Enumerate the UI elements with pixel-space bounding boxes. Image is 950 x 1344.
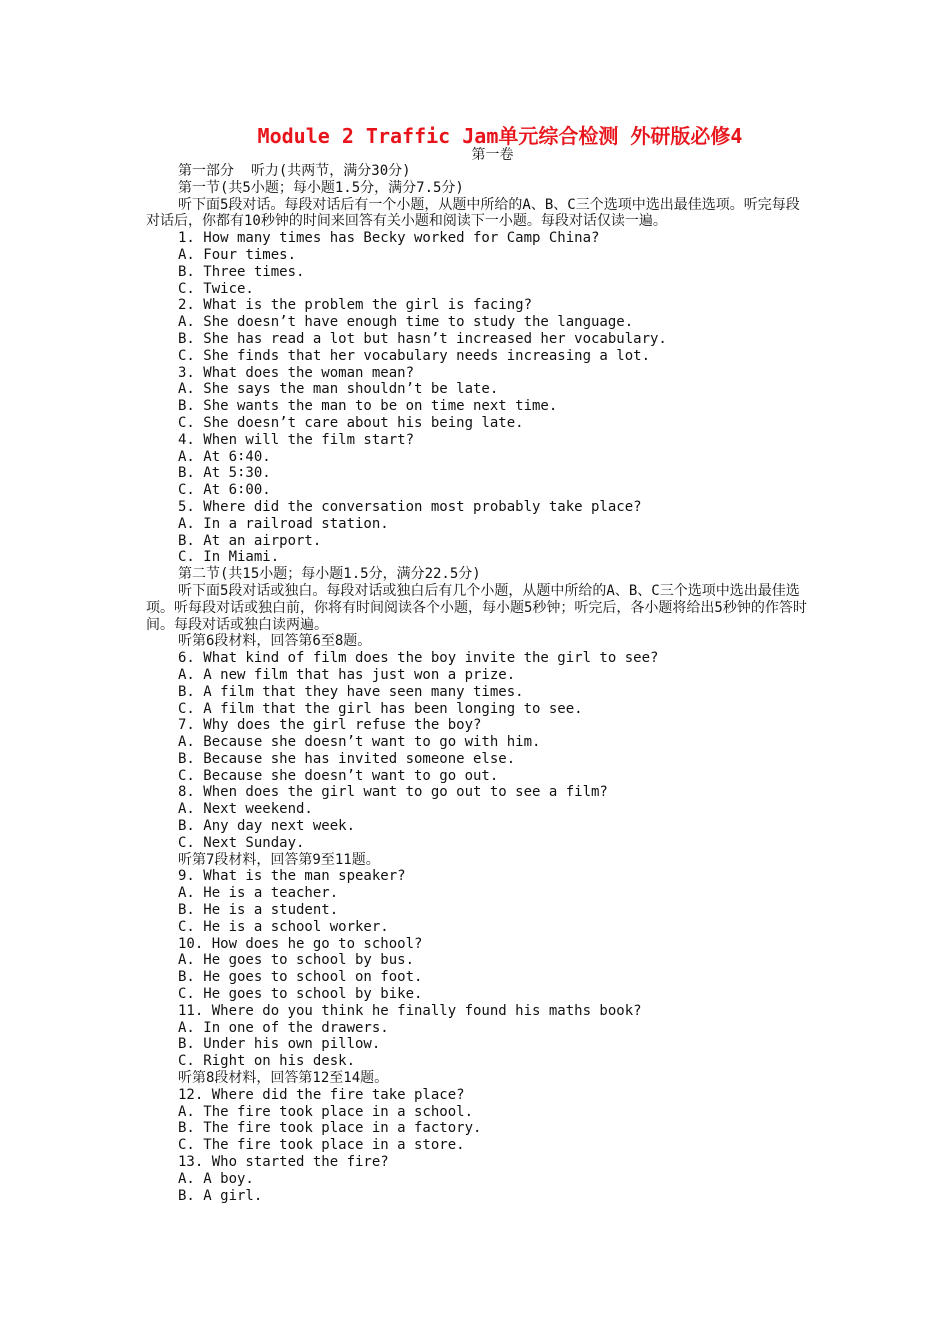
text-line: C. In Miami.	[178, 549, 280, 566]
text-line: C. The fire took place in a store.	[178, 1137, 465, 1154]
text-line: A. The fire took place in a school.	[178, 1103, 474, 1120]
document-body	[146, 163, 810, 1204]
text-line: 第一部分 听力(共两节，满分30分)	[178, 163, 411, 179]
text-line: 11. Where do you think he finally found his maths book?	[178, 1002, 642, 1019]
text-line: 13. Who started the fire?	[178, 1154, 389, 1171]
text-line: A. Next weekend.	[178, 801, 313, 818]
text-line: 1. How many times has Becky worked for Camp China?	[178, 230, 600, 247]
text-line: B. He goes to school on foot.	[178, 969, 423, 986]
text-line: B. Three times.	[178, 263, 305, 280]
text-line: C. Twice.	[178, 280, 254, 297]
text-line: B. At an airport.	[178, 532, 322, 549]
text-line: A. She says the man shouldn’t be late.	[178, 381, 499, 398]
text-line: C. He is a school worker.	[178, 918, 389, 935]
text-line: C. He goes to school by bike.	[178, 986, 423, 1003]
text-line: A. At 6∶40.	[178, 448, 271, 465]
text-line: A. Four times.	[178, 246, 297, 263]
text-line: 4. When will the film start?	[178, 431, 415, 448]
text-line: C. She finds that her vocabulary needs increasing a lot.	[178, 347, 651, 364]
text-line: C. At 6∶00.	[178, 482, 271, 499]
text-line: C. Next Sunday.	[178, 834, 305, 851]
text-line: 2. What is the problem the girl is facing?	[178, 297, 533, 314]
text-line: C. Because she doesn’t want to go out.	[178, 767, 499, 784]
text-line: 12. Where did the fire take place?	[178, 1086, 465, 1103]
section-heading: 第一卷	[471, 147, 514, 163]
text-line: A. He goes to school by bus.	[178, 952, 415, 969]
text-line: 10. How does he go to school?	[178, 935, 423, 952]
text-line: A. She doesn’t have enough time to study the language.	[178, 314, 634, 331]
text-line: A. Because she doesn’t want to go with him.	[178, 734, 541, 751]
text-line: B. Any day next week.	[178, 818, 356, 835]
text-line: B. A girl.	[178, 1187, 263, 1204]
text-line: 第二节(共15小题；每小题1.5分，满分22.5分)	[178, 566, 481, 583]
text-line: B. She wants the man to be on time next time.	[178, 398, 558, 415]
text-line: 6. What kind of film does the boy invite the girl to see?	[178, 650, 659, 667]
text-line: 7. Why does the girl refuse the boy?	[178, 717, 482, 734]
text-line: 9. What is the man speaker?	[178, 868, 406, 885]
text-line: A. A new film that has just won a prize.	[178, 666, 516, 683]
text-line: C. She doesn’t care about his being late.	[178, 414, 524, 431]
text-line: 听第8段材料，回答第12至14题。	[178, 1070, 389, 1087]
text-line: A. In one of the drawers.	[178, 1019, 389, 1036]
instruction-paragraph: 听下面5段对话或独白。每段对话或独白后有几个小题，从题中所给的A、B、C三个选项中选出最佳选项。听每段对话或独白前，你将有时间阅读各个小题，每小题5秒钟；听完后，各小题将给出5秒钟的作答时间。每段对话或独白读两遍。	[146, 582, 807, 633]
text-line: 8. When does the girl want to go out to see a film?	[178, 784, 608, 801]
text-line: B. Under his own pillow.	[178, 1036, 381, 1053]
text-line: 听第7段材料，回答第9至11题。	[178, 851, 380, 868]
instruction-paragraph: 听下面5段对话。每段对话后有一个小题，从题中所给的A、B、C三个选项中选出最佳选项。听完每段对话后，你都有10秒钟的时间来回答有关小题和阅读下一小题。每段对话仅读一遍。	[146, 196, 800, 230]
text-line: A. In a railroad station.	[178, 515, 389, 532]
text-line: A. A boy.	[178, 1170, 254, 1187]
text-line: B. Because she has invited someone else.	[178, 750, 516, 767]
text-line: B. The fire took place in a factory.	[178, 1120, 482, 1137]
text-line: B. He is a student.	[178, 902, 339, 919]
text-line: A. He is a teacher.	[178, 885, 339, 902]
document-title: Module 2 Traffic Jam单元综合检测 外研版必修4	[257, 124, 743, 148]
text-line: B. At 5∶30.	[178, 465, 271, 482]
text-line: B. She has read a lot but hasn’t increased her vocabulary.	[178, 330, 667, 347]
text-line: 听第6段材料，回答第6至8题。	[178, 633, 372, 650]
text-line: C. Right on his desk.	[178, 1053, 356, 1070]
text-line: 第一节(共5小题；每小题1.5分，满分7.5分)	[178, 179, 464, 196]
text-line: 3. What does the woman mean?	[178, 364, 415, 381]
text-line: B. A film that they have seen many times.	[178, 683, 524, 700]
text-line: C. A film that the girl has been longing to see.	[178, 700, 583, 717]
text-line: 5. Where did the conversation most probably take place?	[178, 498, 642, 515]
